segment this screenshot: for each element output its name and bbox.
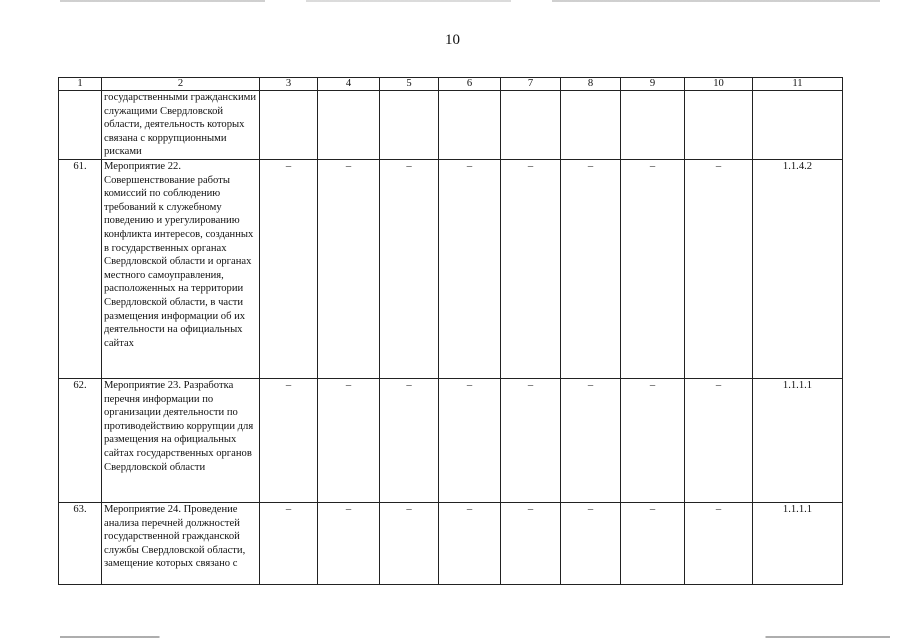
row-value: – bbox=[621, 502, 685, 584]
row-value: – bbox=[561, 502, 621, 584]
row-number: 61. bbox=[59, 159, 102, 378]
header-cell: 1 bbox=[59, 78, 102, 91]
header-cell: 4 bbox=[318, 78, 380, 91]
row-value: – bbox=[439, 378, 501, 502]
scan-edge-bottom bbox=[60, 636, 890, 638]
row-value: – bbox=[621, 378, 685, 502]
row-value bbox=[260, 91, 318, 160]
row-value bbox=[621, 91, 685, 160]
row-value: – bbox=[260, 378, 318, 502]
header-cell: 5 bbox=[380, 78, 439, 91]
header-cell: 7 bbox=[501, 78, 561, 91]
row-value: – bbox=[685, 159, 753, 378]
row-value bbox=[501, 91, 561, 160]
row-code bbox=[753, 91, 843, 160]
row-value: – bbox=[380, 378, 439, 502]
row-value: – bbox=[501, 502, 561, 584]
row-value: – bbox=[380, 502, 439, 584]
row-value: – bbox=[621, 159, 685, 378]
row-code: 1.1.4.2 bbox=[753, 159, 843, 378]
header-cell: 6 bbox=[439, 78, 501, 91]
row-code: 1.1.1.1 bbox=[753, 502, 843, 584]
row-description: Мероприятие 22. Совершенствование работы комиссий по соблюдению требований к служебному поведению и урегулированию конфликта интересов, созданных в государственных органах Свердловской области и органах местного самоуправления, расположенных на территории Свердловской области, в части размещения информации об их деятельности на официальных сайтах bbox=[102, 159, 260, 378]
header-cell: 8 bbox=[561, 78, 621, 91]
header-cell: 2 bbox=[102, 78, 260, 91]
header-row bbox=[59, 78, 843, 91]
page-number: 10 bbox=[445, 32, 460, 48]
row-value: – bbox=[685, 378, 753, 502]
table-row bbox=[59, 91, 843, 160]
row-value: – bbox=[501, 378, 561, 502]
row-value: – bbox=[318, 502, 380, 584]
row-value: – bbox=[260, 159, 318, 378]
row-description: Мероприятие 23. Разработка перечня информации по организации деятельности по противодействию коррупции для размещения на официальных сайтах государственных органов Свердловской области bbox=[102, 378, 260, 502]
row-value bbox=[685, 91, 753, 160]
row-code: 1.1.1.1 bbox=[753, 378, 843, 502]
header-cell: 10 bbox=[685, 78, 753, 91]
table-row bbox=[59, 159, 843, 378]
header-cell: 3 bbox=[260, 78, 318, 91]
row-value bbox=[380, 91, 439, 160]
row-value: – bbox=[318, 378, 380, 502]
row-value: – bbox=[561, 159, 621, 378]
row-value bbox=[561, 91, 621, 160]
row-value: – bbox=[260, 502, 318, 584]
row-value: – bbox=[439, 502, 501, 584]
row-number: 62. bbox=[59, 378, 102, 502]
header-cell: 9 bbox=[621, 78, 685, 91]
plan-table bbox=[58, 77, 843, 585]
row-value: – bbox=[561, 378, 621, 502]
header-cell: 11 bbox=[753, 78, 843, 91]
row-number bbox=[59, 91, 102, 160]
row-value: – bbox=[318, 159, 380, 378]
row-value: – bbox=[439, 159, 501, 378]
row-description: государственными гражданскими служащими Свердловской области, деятельность которых связана с коррупционными рисками bbox=[102, 91, 260, 160]
row-number: 63. bbox=[59, 502, 102, 584]
table-row bbox=[59, 502, 843, 584]
row-value bbox=[439, 91, 501, 160]
row-description: Мероприятие 24. Проведение анализа перечней должностей государственной гражданской службы Свердловской области, замещение которых связано с bbox=[102, 502, 260, 584]
row-value: – bbox=[685, 502, 753, 584]
table-row bbox=[59, 378, 843, 502]
row-value: – bbox=[501, 159, 561, 378]
row-value: – bbox=[380, 159, 439, 378]
row-value bbox=[318, 91, 380, 160]
scan-edge-top bbox=[60, 0, 880, 2]
